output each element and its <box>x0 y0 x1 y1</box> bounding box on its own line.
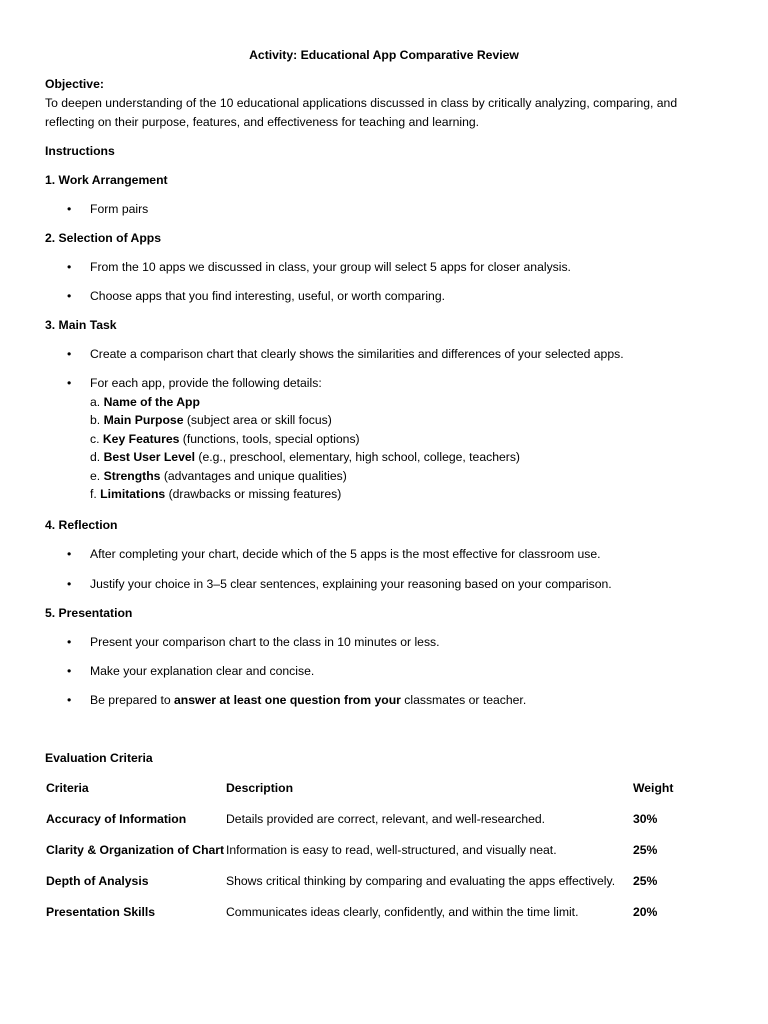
bullet-icon: • <box>67 260 72 274</box>
detail-item: a. Name of the App <box>90 394 200 409</box>
objective-heading: Objective: <box>45 77 104 91</box>
document-title: Activity: Educational App Comparative Review <box>249 48 519 62</box>
section-4-heading: 4. Reflection <box>45 518 118 532</box>
table-row: Clarity & Organization of Chart Information is easy to read, well-structured, and visually neat. 25% <box>46 843 658 857</box>
instructions-heading: Instructions <box>45 144 115 158</box>
section-2-heading: 2. Selection of Apps <box>45 231 162 245</box>
bullet-icon: • <box>67 547 72 561</box>
bullet-icon: • <box>67 635 72 649</box>
section-1-heading: 1. Work Arrangement <box>45 173 168 187</box>
evaluation-heading: Evaluation Criteria <box>45 751 153 765</box>
table-row: Presentation Skills Communicates ideas clearly, confidently, and within the time limit. 20% <box>46 905 658 919</box>
table-row: Depth of Analysis Shows critical thinking by comparing and evaluating the apps effectively. 25% <box>46 874 658 888</box>
bullet-icon: • <box>67 376 72 390</box>
bullet-icon: • <box>67 693 72 707</box>
column-header-weight: Weight <box>633 781 674 795</box>
table-row: Accuracy of Information Details provided are correct, relevant, and well-researched. 30% <box>46 812 658 826</box>
section-3-heading: 3. Main Task <box>45 318 117 332</box>
bullet-icon: • <box>67 664 72 678</box>
detail-item: d. Best User Level (e.g., preschool, elementary, high school, college, teachers) <box>90 450 520 464</box>
column-header-description: Description <box>226 781 294 795</box>
section-5-heading: 5. Presentation <box>45 606 133 620</box>
detail-item: f. Limitations (drawbacks or missing features) <box>90 487 342 501</box>
detail-item: e. Strengths (advantages and unique qualities) <box>90 468 347 483</box>
bullet-icon: • <box>67 577 72 591</box>
detail-item: c. Key Features (functions, tools, special options) <box>90 431 360 446</box>
column-header-criteria: Criteria <box>46 781 89 795</box>
objective-text: To deepen understanding of the 10 educational applications discussed in class by critically analyzing, comparing, and reflecting on their purpose, features, and effectiveness for teaching and learning. <box>45 96 678 129</box>
detail-item: b. Main Purpose (subject area or skill focus) <box>90 413 332 427</box>
bullet-icon: • <box>67 202 72 216</box>
criteria-table-header <box>45 779 725 799</box>
bullet-icon: • <box>67 347 72 361</box>
bullet-icon: • <box>67 289 72 303</box>
